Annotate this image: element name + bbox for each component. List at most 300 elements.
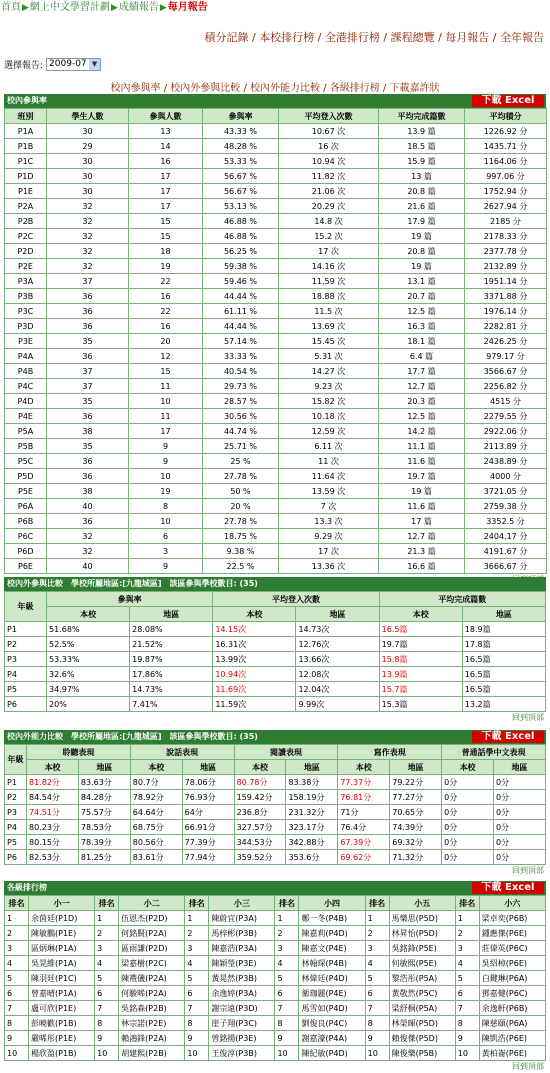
table-cell: 25 % xyxy=(203,454,279,469)
grade-cell: P4 xyxy=(5,820,27,835)
table-cell: 11.59次 xyxy=(213,697,296,712)
table-row xyxy=(5,835,546,850)
chevron-down-icon[interactable]: ▼ xyxy=(89,59,100,70)
grade-cell: P2 xyxy=(5,790,27,805)
rank-cell: 7 xyxy=(95,1001,119,1016)
table-cell: 12.7 篇 xyxy=(379,379,465,394)
group-header: 說話表現 xyxy=(130,745,234,760)
table-cell: 14.27 次 xyxy=(279,364,379,379)
student-cell: 梁嘉樹(P2C) xyxy=(119,956,185,971)
student-cell: 崖子翔(P3C) xyxy=(209,1016,275,1031)
table-cell: 13.59 次 xyxy=(279,484,379,499)
table-cell: 10.94 次 xyxy=(279,154,379,169)
breadcrumb-project[interactable]: 網上中文學習計劃 xyxy=(29,2,110,13)
rank-cell: 8 xyxy=(185,1016,209,1031)
student-cell: 黃晃然(P3B) xyxy=(209,971,275,986)
student-cell: 陳凱浩(P6E) xyxy=(479,1031,545,1046)
sub-header: 本校 xyxy=(379,607,462,622)
table-cell: 80.15分 xyxy=(27,835,79,850)
rank-header: 排名 xyxy=(185,896,209,911)
table-cell: 22 xyxy=(129,274,203,289)
table-cell: 36 xyxy=(47,469,129,484)
table-row xyxy=(5,941,546,956)
table-cell: 36 xyxy=(47,409,129,424)
rank-cell: 7 xyxy=(5,1001,29,1016)
table-row xyxy=(5,334,547,349)
table-cell: 19.7 篇 xyxy=(379,469,465,484)
nav-course-overview[interactable]: 課程總覽 xyxy=(390,31,435,44)
rank-cell: 6 xyxy=(5,986,29,1001)
table-cell: 33.33 % xyxy=(203,349,279,364)
table-cell: 29 xyxy=(47,139,129,154)
report-select-label: 選擇報告: xyxy=(4,61,44,71)
table-cell: 30 xyxy=(47,154,129,169)
compare-table xyxy=(4,591,546,712)
student-cell: 陳俊樂(P5B) xyxy=(389,1046,455,1061)
ranking-section xyxy=(4,881,546,1073)
level-header: 小四 xyxy=(299,896,365,911)
rank-cell: 5 xyxy=(455,971,479,986)
student-cell: 余茵廷(P1D) xyxy=(29,911,95,926)
table-cell: 10 xyxy=(129,469,203,484)
table-cell: 43.33 % xyxy=(203,124,279,139)
table-cell: 56.25 % xyxy=(203,244,279,259)
table-cell: 2404.17 分 xyxy=(465,529,547,544)
table-cell: 4000 分 xyxy=(465,469,547,484)
nav-annual-report[interactable]: 全年報告 xyxy=(500,31,544,44)
download-excel-button[interactable]: 下載 Excel xyxy=(472,882,544,894)
student-cell: 梁卓奕(P6B) xyxy=(479,911,545,926)
table-cell: 0分 xyxy=(442,805,494,820)
table-cell: 14 xyxy=(129,139,203,154)
table-cell: 32 xyxy=(47,244,129,259)
rank-cell: 8 xyxy=(365,1016,389,1031)
sub-header: 本校 xyxy=(130,760,182,775)
rank-cell: 10 xyxy=(365,1046,389,1061)
table-row xyxy=(5,1046,546,1061)
student-cell: 謝嘉濠(P4A) xyxy=(299,1031,365,1046)
level-header: 小五 xyxy=(389,896,455,911)
student-cell: 余逸婷(P3A) xyxy=(209,986,275,1001)
table-cell: 16.5篇 xyxy=(462,667,545,682)
student-cell: 楊欣盈(P1B) xyxy=(29,1046,95,1061)
table-row xyxy=(5,956,546,971)
table-cell: 10.18 次 xyxy=(279,409,379,424)
participation-table xyxy=(4,108,547,574)
table-cell: 3371.88 分 xyxy=(465,289,547,304)
table-cell: P3A xyxy=(5,274,47,289)
student-cell: 陳禮儀(P2A) xyxy=(119,971,185,986)
student-cell: 吳銘鋒(P5E) xyxy=(389,941,455,956)
table-cell: 0分 xyxy=(494,820,546,835)
table-cell: 74.51分 xyxy=(27,805,79,820)
table-cell: 19 xyxy=(129,259,203,274)
table-cell: 12.76次 xyxy=(296,637,379,652)
table-cell: 9 xyxy=(129,439,203,454)
subnav-level-ranking[interactable]: 各級排行榜 xyxy=(329,83,380,94)
table-cell: 44.44 % xyxy=(203,289,279,304)
table-cell: 30 xyxy=(47,169,129,184)
rank-cell: 1 xyxy=(95,911,119,926)
table-cell: 14.73次 xyxy=(296,622,379,637)
table-cell: 13.9篇 xyxy=(379,667,462,682)
table-cell: 2132.89 分 xyxy=(465,259,547,274)
table-cell: 7 次 xyxy=(279,499,379,514)
table-cell: 17 xyxy=(129,199,203,214)
student-cell: 何駿晞(P2A) xyxy=(119,986,185,1001)
table-cell: 0分 xyxy=(494,850,546,865)
table-cell: P2C xyxy=(5,229,47,244)
group-header: 平均登入次數 xyxy=(213,592,379,607)
table-cell: 342.88分 xyxy=(286,835,338,850)
table-cell: 32 xyxy=(47,214,129,229)
table-cell: 2279.55 分 xyxy=(465,409,547,424)
rank-cell: 6 xyxy=(365,986,389,1001)
rank-cell: 6 xyxy=(275,986,299,1001)
table-row xyxy=(5,697,546,712)
table-row xyxy=(5,259,547,274)
table-cell: 2377.78 分 xyxy=(465,244,547,259)
table-cell: 69.62分 xyxy=(338,850,390,865)
section-navigation: 校內參與率 / 校內外參與比較 / 校內外能力比較 / 各級排行榜 / 下載嘉許狀 xyxy=(110,83,440,94)
table-cell: 68.75分 xyxy=(130,820,182,835)
table-cell: 158.19分 xyxy=(286,790,338,805)
student-cell: 陳羽廷(P1C) xyxy=(29,971,95,986)
breadcrumb-current: 每月報告 xyxy=(167,2,208,13)
grade-cell: P1 xyxy=(5,775,27,790)
table-cell: 0分 xyxy=(494,790,546,805)
nav-points-record[interactable]: 積分記錄 xyxy=(204,31,249,44)
student-cell: 何銘賢(P2A) xyxy=(119,926,185,941)
ranking-title: 各級排行榜 xyxy=(7,883,47,892)
download-excel-button[interactable]: 下載 Excel xyxy=(472,731,544,743)
student-cell: 馬梓彬(P3B) xyxy=(209,926,275,941)
grade-cell: P5 xyxy=(5,835,27,850)
grade-cell: P1 xyxy=(5,622,47,637)
table-cell: 2627.94 分 xyxy=(465,199,547,214)
table-cell: 64.64分 xyxy=(130,805,182,820)
student-cell: 余逸軒(P6B) xyxy=(479,1001,545,1016)
table-cell: 10 xyxy=(129,514,203,529)
rank-cell: 9 xyxy=(455,1031,479,1046)
table-cell: 0分 xyxy=(494,805,546,820)
table-cell: 10.67 次 xyxy=(279,124,379,139)
breadcrumb-home[interactable]: 首頁 xyxy=(1,2,21,13)
table-cell: P5B xyxy=(5,439,47,454)
table-cell: 40 xyxy=(47,559,129,574)
table-cell: 3666.67 分 xyxy=(465,559,547,574)
table-cell: 2178.33 分 xyxy=(465,229,547,244)
group-header: 參與率 xyxy=(47,592,213,607)
table-cell: 1976.14 分 xyxy=(465,304,547,319)
nav-hk-ranking[interactable]: 全港排行榜 xyxy=(324,31,380,44)
rank-cell: 6 xyxy=(185,986,209,1001)
rank-cell: 3 xyxy=(95,941,119,956)
table-cell: 4191.67 分 xyxy=(465,544,547,559)
student-cell: 林昇怡(P5D) xyxy=(389,926,455,941)
table-row xyxy=(5,274,547,289)
table-cell: 74.39分 xyxy=(390,820,442,835)
table-cell: P4E xyxy=(5,409,47,424)
table-cell: 83.61分 xyxy=(130,850,182,865)
table-cell: 997.06 分 xyxy=(465,169,547,184)
table-cell: 19.87% xyxy=(130,652,213,667)
table-cell: P3C xyxy=(5,304,47,319)
student-cell: 伍恩杰(P2D) xyxy=(119,911,185,926)
table-cell: 159.42分 xyxy=(234,790,286,805)
table-cell: 0分 xyxy=(442,835,494,850)
table-row xyxy=(5,469,547,484)
table-cell: 59.46 % xyxy=(203,274,279,289)
subnav-ability-compare[interactable]: 校內外能力比較 xyxy=(250,83,320,94)
student-cell: 衛珈麗(P4E) xyxy=(299,986,365,1001)
table-cell: 16.6 篇 xyxy=(379,559,465,574)
table-row xyxy=(5,484,547,499)
table-row xyxy=(5,514,547,529)
ability-section xyxy=(4,730,546,877)
table-cell: 34.97% xyxy=(47,682,130,697)
table-row xyxy=(5,364,547,379)
table-cell: 36 xyxy=(47,319,129,334)
table-cell: P4D xyxy=(5,394,47,409)
rank-cell: 8 xyxy=(95,1016,119,1031)
table-cell: 46.88 % xyxy=(203,229,279,244)
sub-header: 地區 xyxy=(78,760,130,775)
student-cell: 鍾應傑(P6E) xyxy=(479,926,545,941)
rank-cell: 3 xyxy=(185,941,209,956)
nav-school-ranking[interactable]: 本校排行榜 xyxy=(259,31,315,44)
table-cell: 12.04次 xyxy=(296,682,379,697)
table-cell: 83.38分 xyxy=(286,775,338,790)
table-cell: 15.7篇 xyxy=(379,682,462,697)
table-cell: 13.69 次 xyxy=(279,319,379,334)
table-cell: 38 xyxy=(47,484,129,499)
table-cell: 16 xyxy=(129,154,203,169)
table-cell: 14.15次 xyxy=(213,622,296,637)
table-cell: P1B xyxy=(5,139,47,154)
table-cell: P3D xyxy=(5,319,47,334)
table-header-row xyxy=(5,109,547,124)
table-cell: 2426.25 分 xyxy=(465,334,547,349)
table-cell: P5D xyxy=(5,469,47,484)
level-header: 小六 xyxy=(479,896,545,911)
grade-cell: P5 xyxy=(5,682,47,697)
table-cell: 78.06分 xyxy=(182,775,234,790)
table-row xyxy=(5,289,547,304)
table-cell: 12 xyxy=(129,349,203,364)
table-cell: 15 xyxy=(129,364,203,379)
table-cell: 70.65分 xyxy=(390,805,442,820)
table-row xyxy=(5,199,547,214)
table-cell: P4B xyxy=(5,364,47,379)
table-cell: 9 xyxy=(129,559,203,574)
table-row xyxy=(5,911,546,926)
table-cell: 38 xyxy=(47,424,129,439)
table-cell: 16.31次 xyxy=(213,637,296,652)
table-cell: 13.66次 xyxy=(296,652,379,667)
rank-cell: 10 xyxy=(275,1046,299,1061)
student-cell: 陳紀敏(P4D) xyxy=(299,1046,365,1061)
sub-header: 地區 xyxy=(182,760,234,775)
table-cell: 32 xyxy=(47,259,129,274)
grade-cell: P3 xyxy=(5,652,47,667)
table-cell: 11 次 xyxy=(279,454,379,469)
student-cell: 吳紹棹(P6E) xyxy=(479,956,545,971)
table-cell: 2113.89 分 xyxy=(465,439,547,454)
back-to-top-link[interactable]: 回到頂部 xyxy=(512,713,544,722)
student-cell: 陳蔚宜(P3A) xyxy=(209,911,275,926)
student-cell: 陳穎瑩(P3E) xyxy=(209,956,275,971)
table-cell: 9.99次 xyxy=(296,697,379,712)
table-cell: 35 xyxy=(47,394,129,409)
table-cell: P1D xyxy=(5,169,47,184)
rank-cell: 3 xyxy=(275,941,299,956)
student-cell: 賴鴻鋒(P2A) xyxy=(119,1031,185,1046)
table-cell: 12.5 篇 xyxy=(379,409,465,424)
back-to-top-link[interactable]: 回到頂部 xyxy=(512,866,544,875)
table-cell: 27.78 % xyxy=(203,514,279,529)
table-cell: 53.33 % xyxy=(203,154,279,169)
table-cell: 80.56分 xyxy=(130,835,182,850)
table-cell: 76.4分 xyxy=(338,820,390,835)
rank-cell: 9 xyxy=(185,1031,209,1046)
table-cell: 36 xyxy=(47,514,129,529)
subnav-download-certificate[interactable]: 下載嘉許狀 xyxy=(389,83,440,94)
table-cell: 2256.82 分 xyxy=(465,379,547,394)
nav-monthly-report[interactable]: 每月報告 xyxy=(445,31,490,44)
table-cell: 84.28分 xyxy=(78,790,130,805)
table-cell: 66.91分 xyxy=(182,820,234,835)
sub-header: 地區 xyxy=(296,607,379,622)
table-cell: 9 xyxy=(129,454,203,469)
table-cell: P6D xyxy=(5,544,47,559)
table-cell: 32 xyxy=(47,529,129,544)
table-cell: 75.57分 xyxy=(78,805,130,820)
table-cell: P6C xyxy=(5,529,47,544)
rank-header: 排名 xyxy=(95,896,119,911)
rank-cell: 2 xyxy=(455,926,479,941)
student-cell: 謝宗遠(P3D) xyxy=(209,1001,275,1016)
table-cell: 37 xyxy=(47,274,129,289)
student-cell: 劉俊良(P4C) xyxy=(299,1016,365,1031)
table-cell: 353.6分 xyxy=(286,850,338,865)
report-select[interactable] xyxy=(46,58,101,71)
table-cell: 2282.81 分 xyxy=(465,319,547,334)
student-cell: 吳晃維(P1A) xyxy=(29,956,95,971)
table-cell: 80.78分 xyxy=(234,775,286,790)
table-cell: 46.88 % xyxy=(203,214,279,229)
breadcrumb-reports[interactable]: 成績報告 xyxy=(118,2,159,13)
rank-cell: 3 xyxy=(5,941,29,956)
ability-title: 校內外能力比較 學校所屬地區:[九龍城區] 該區參與學校數目: (35) xyxy=(7,732,258,741)
student-cell: 陳嘉浩(P3A) xyxy=(209,941,275,956)
table-cell: 77.37分 xyxy=(338,775,390,790)
table-cell: 67.39分 xyxy=(338,835,390,850)
table-cell: 51.68% xyxy=(47,622,130,637)
table-cell: 79.22分 xyxy=(390,775,442,790)
table-cell: 69.32分 xyxy=(390,835,442,850)
table-cell: 61.11 % xyxy=(203,304,279,319)
rank-cell: 9 xyxy=(95,1031,119,1046)
table-cell: 21.3 篇 xyxy=(379,544,465,559)
table-row xyxy=(5,139,547,154)
student-cell: 區雨謙(P2D) xyxy=(119,941,185,956)
sub-header: 本校 xyxy=(338,760,390,775)
sub-header: 本校 xyxy=(234,760,286,775)
student-cell: 黃敬然(P5C) xyxy=(389,986,455,1001)
ability-table xyxy=(4,744,546,865)
rank-cell: 2 xyxy=(275,926,299,941)
rank-cell: 5 xyxy=(365,971,389,986)
rank-cell: 8 xyxy=(455,1016,479,1031)
table-cell: 40 xyxy=(47,499,129,514)
table-cell: 16.5篇 xyxy=(462,652,545,667)
table-cell: 11 xyxy=(129,409,203,424)
table-row xyxy=(5,622,546,637)
rank-header: 排名 xyxy=(455,896,479,911)
table-cell: 11.82 次 xyxy=(279,169,379,184)
table-cell: 3352.5 分 xyxy=(465,514,547,529)
table-row xyxy=(5,559,547,574)
table-cell: 17 次 xyxy=(279,244,379,259)
table-cell: 30.56 % xyxy=(203,409,279,424)
table-cell: P1E xyxy=(5,184,47,199)
table-cell: P4A xyxy=(5,349,47,364)
table-cell: 18.5 篇 xyxy=(379,139,465,154)
table-cell: 12.7 篇 xyxy=(379,529,465,544)
table-cell: 18.1 篇 xyxy=(379,334,465,349)
table-cell: 236.8分 xyxy=(234,805,286,820)
compare-title: 校內外參與比較 學校所屬地區:[九龍城區] 該區參與學校數目: (35) xyxy=(7,579,258,588)
sub-header: 本校 xyxy=(442,760,494,775)
table-cell: 16 xyxy=(129,319,203,334)
table-cell: 17.86% xyxy=(130,667,213,682)
rank-cell: 1 xyxy=(275,911,299,926)
table-cell: 20.3 篇 xyxy=(379,394,465,409)
back-to-top-link[interactable]: 回到頂部 xyxy=(512,1062,544,1071)
sub-header: 地區 xyxy=(494,760,546,775)
table-cell: 21.6 篇 xyxy=(379,199,465,214)
table-cell: 81.82分 xyxy=(27,775,79,790)
table-cell: 3 xyxy=(129,544,203,559)
download-excel-button[interactable]: 下載 Excel xyxy=(472,95,544,107)
table-cell: P2D xyxy=(5,244,47,259)
table-cell: 29.73 % xyxy=(203,379,279,394)
table-cell: P6E xyxy=(5,559,47,574)
table-cell: 8 xyxy=(129,499,203,514)
rank-cell: 1 xyxy=(365,911,389,926)
table-cell: 76.81分 xyxy=(338,790,390,805)
rank-cell: 10 xyxy=(95,1046,119,1061)
table-cell: 36 xyxy=(47,289,129,304)
student-cell: 胡建熙(P2B) xyxy=(119,1046,185,1061)
table-row xyxy=(5,214,547,229)
table-row xyxy=(5,394,547,409)
group-header: 平均完成篇數 xyxy=(379,592,545,607)
group-header: 聆聽表現 xyxy=(27,745,131,760)
table-cell: 11.6 篇 xyxy=(379,499,465,514)
table-cell: 16.5篇 xyxy=(379,622,462,637)
subnav-participation[interactable]: 校內參與率 xyxy=(110,83,161,94)
table-cell: 0分 xyxy=(442,850,494,865)
rank-cell: 7 xyxy=(365,1001,389,1016)
table-cell: 20.8 篇 xyxy=(379,244,465,259)
rank-cell: 2 xyxy=(95,926,119,941)
rank-header: 排名 xyxy=(365,896,389,911)
subnav-participation-compare[interactable]: 校內外參與比較 xyxy=(170,83,241,94)
table-cell: P4C xyxy=(5,379,47,394)
table-cell: 15 xyxy=(129,214,203,229)
